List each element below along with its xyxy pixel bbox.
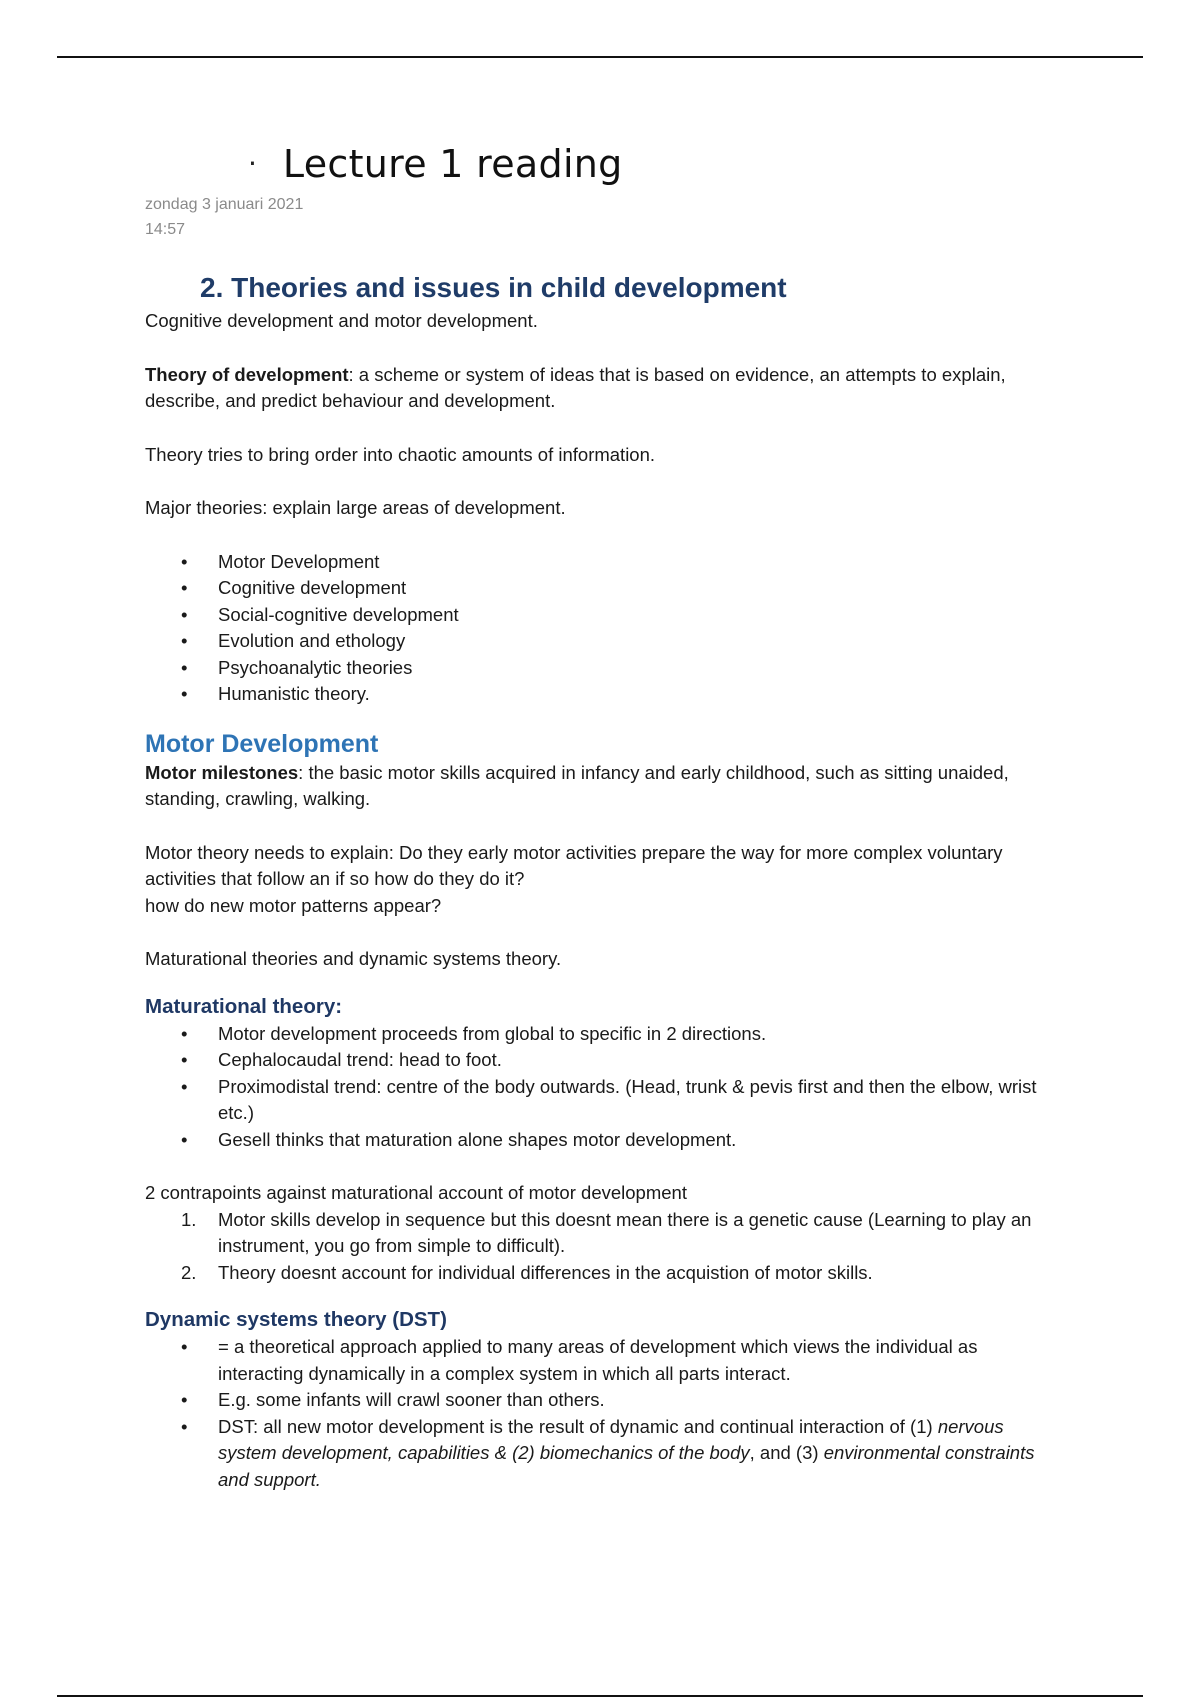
list-item: 2. Theory doesnt account for individual differences in the acquistion of motor skills. — [181, 1261, 873, 1283]
top-rule — [57, 56, 1143, 58]
document-body — [145, 270, 1045, 1493]
list-item: • Social-cognitive development — [181, 603, 459, 625]
title-bullet: · — [248, 147, 257, 180]
list-item: • Evolution and ethology — [181, 630, 406, 651]
motor-theories-line: Maturational theories and dynamic systems theory. — [145, 948, 562, 969]
list-item: • = a theoretical approach applied to many areas of development which views the individual as interacting dynamically in a complex system in which all parts interact. — [181, 1336, 978, 1384]
motor-milestones — [145, 760, 1045, 813]
page-time: 14:57 — [145, 221, 186, 238]
milestones-text: : the basic motor skills acquired in infancy and early childhood, such as sitting unaided, standing, crawling, walking. — [145, 761, 1009, 809]
page-title: Lecture 1 reading — [282, 142, 623, 186]
maturational-list — [145, 1021, 1045, 1154]
contrapoints-intro: 2 contrapoints against maturational account of motor development — [145, 1182, 687, 1203]
milestones-term: Motor milestones — [145, 761, 299, 783]
list-item: 1. Motor skills develop in sequence but this doesnt mean there is a genetic cause (Learning to play an instrument, you go from simple to difficult). — [181, 1208, 1032, 1256]
list-item: • E.g. some infants will crawl sooner than others. — [181, 1389, 605, 1410]
list-item: • Motor Development — [181, 550, 380, 572]
list-item: • Psychoanalytic theories — [181, 656, 413, 678]
list-item: • Cognitive development — [181, 577, 407, 598]
heading-motor-development: Motor Development — [145, 729, 379, 758]
page-title-row — [248, 142, 623, 186]
theory-order-text: Theory tries to bring order into chaotic amounts of information. — [145, 443, 656, 465]
heading-maturational-theory: Maturational theory: — [145, 994, 343, 1018]
major-theories-text: Major theories: explain large areas of development. — [145, 497, 566, 518]
theory-definition — [145, 362, 1045, 415]
heading-dst: Dynamic systems theory (DST) — [145, 1308, 447, 1331]
list-item: • Humanistic theory. — [181, 683, 370, 704]
theory-def-text: : a scheme or system of ideas that is based on evidence, an attempts to explain, describe, and predict behaviour and development. — [145, 363, 1006, 411]
motor-explain-2: how do new motor patterns appear? — [145, 894, 442, 916]
bottom-rule — [57, 1695, 1143, 1697]
list-item: • Gesell thinks that maturation alone shapes motor development. — [181, 1128, 737, 1150]
list-item: • Proximodistal trend: centre of the body outwards. (Head, trunk & pevis first and then the elbow, wrist etc.) — [181, 1075, 1037, 1123]
major-theories-list — [145, 549, 1045, 708]
theory-term: Theory of development — [145, 363, 349, 385]
dst-list — [145, 1334, 1045, 1493]
list-item: • Motor development proceeds from global to specific in 2 directions. — [181, 1022, 767, 1044]
intro-text: Cognitive development and motor development. — [145, 310, 538, 331]
page-date: zondag 3 januari 2021 — [145, 196, 304, 213]
list-item: • DST: all new motor development is the result of dynamic and continual interaction of (1) nervous system development, capabilities & (2) biomechanics of the body, and (3) environmental constraints and support. — [181, 1415, 1035, 1490]
motor-explain-1: Motor theory needs to explain: Do they early motor activities prepare the way for more complex voluntary activities that follow an if so how do they do it? — [145, 841, 1003, 889]
heading-main: 2. Theories and issues in child development — [200, 272, 787, 303]
list-item: • Cephalocaudal trend: head to foot. — [181, 1049, 502, 1070]
contrapoints-list — [145, 1207, 1045, 1287]
